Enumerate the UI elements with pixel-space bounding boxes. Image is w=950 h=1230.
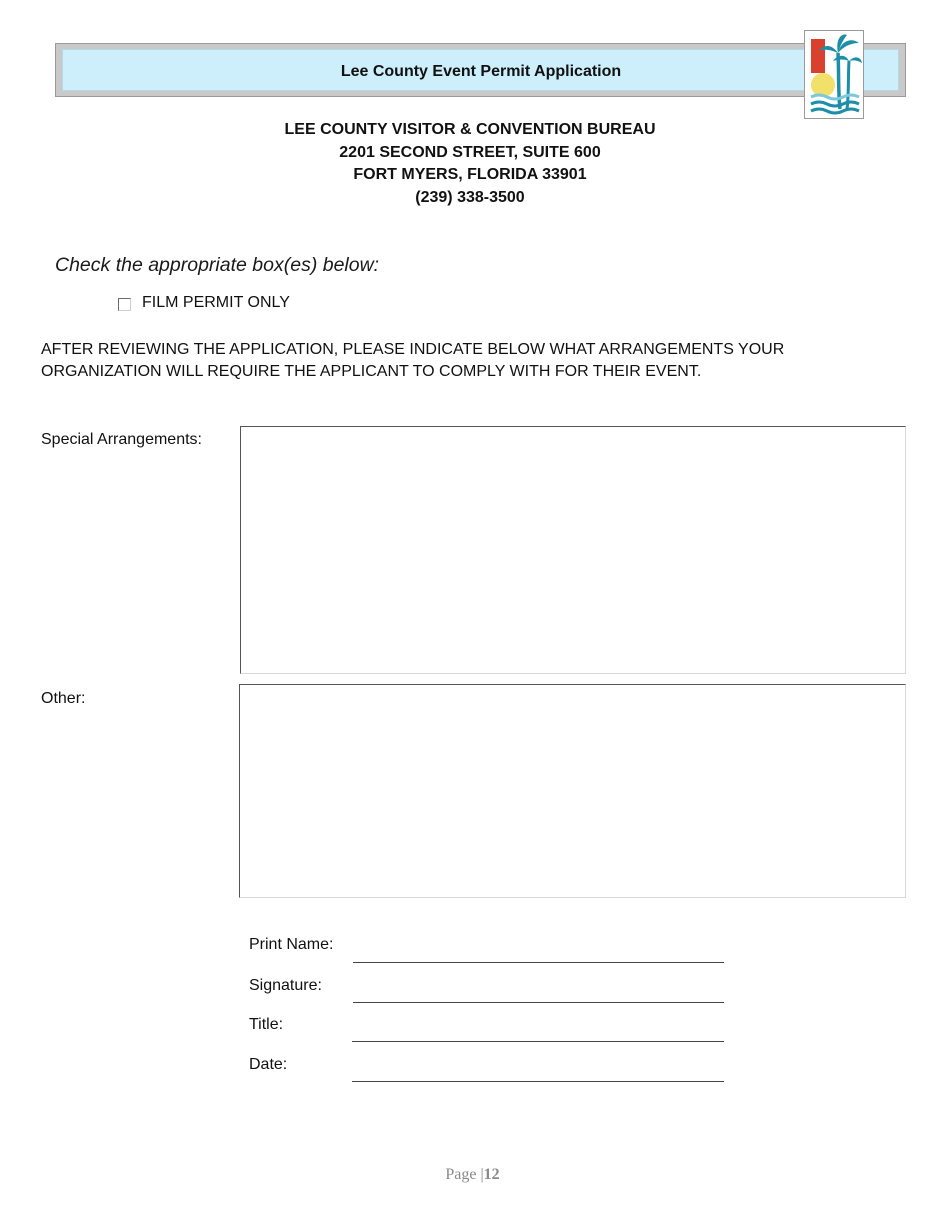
signature-line[interactable] xyxy=(353,1002,724,1003)
page-footer xyxy=(0,1166,945,1184)
logo-graphic xyxy=(805,31,863,118)
address-line-city: FORT MYERS, FLORIDA 33901 xyxy=(353,166,587,183)
special-arrangements-label: Special Arrangements: xyxy=(41,431,202,448)
palm-tree-sun-logo-icon xyxy=(804,30,864,119)
logo-wave xyxy=(811,102,859,106)
logo-wave xyxy=(811,95,859,99)
page-title: Lee County Event Permit Application xyxy=(340,63,622,80)
special-arrangements-textbox[interactable] xyxy=(240,426,906,674)
page-number: 12 xyxy=(483,1166,500,1183)
print-name-line[interactable] xyxy=(353,962,724,963)
title-label: Title: xyxy=(249,1016,284,1033)
address-line-phone: (239) 338-3500 xyxy=(415,188,525,206)
page-label: Page | xyxy=(445,1166,484,1183)
address-block xyxy=(0,119,940,209)
logo-palm-frond xyxy=(849,57,862,63)
date-label: Date: xyxy=(249,1056,288,1073)
logo-palm-frond xyxy=(833,56,849,61)
logo-red-block xyxy=(811,39,825,73)
film-permit-label: FILM PERMIT ONLY xyxy=(142,294,290,311)
logo-palm-trunk xyxy=(838,53,840,109)
signature-label: Signature: xyxy=(249,977,322,994)
film-permit-option[interactable] xyxy=(118,294,290,312)
review-instructions: AFTER REVIEWING THE APPLICATION, PLEASE INDICATE BELOW WHAT ARRANGEMENTS YOUR ORGANIZATION WILL REQUIRE THE APPLICANT TO COMPLY WITH FOR THEIR EVENT. xyxy=(41,341,785,380)
header-banner xyxy=(55,43,906,97)
film-permit-checkbox[interactable] xyxy=(118,298,131,311)
print-name-label: Print Name: xyxy=(249,936,334,953)
logo-sun xyxy=(811,73,835,97)
other-label: Other: xyxy=(41,690,86,707)
other-textbox[interactable] xyxy=(239,684,906,898)
instructions-heading: Check the appropriate box(es) below: xyxy=(55,254,380,276)
address-line-organization: LEE COUNTY VISITOR & CONVENTION BUREAU xyxy=(284,121,656,138)
logo-wave xyxy=(811,109,859,113)
title-line[interactable] xyxy=(352,1041,724,1042)
address-line-street: 2201 SECOND STREET, SUITE 600 xyxy=(339,143,601,161)
date-line[interactable] xyxy=(352,1081,724,1082)
